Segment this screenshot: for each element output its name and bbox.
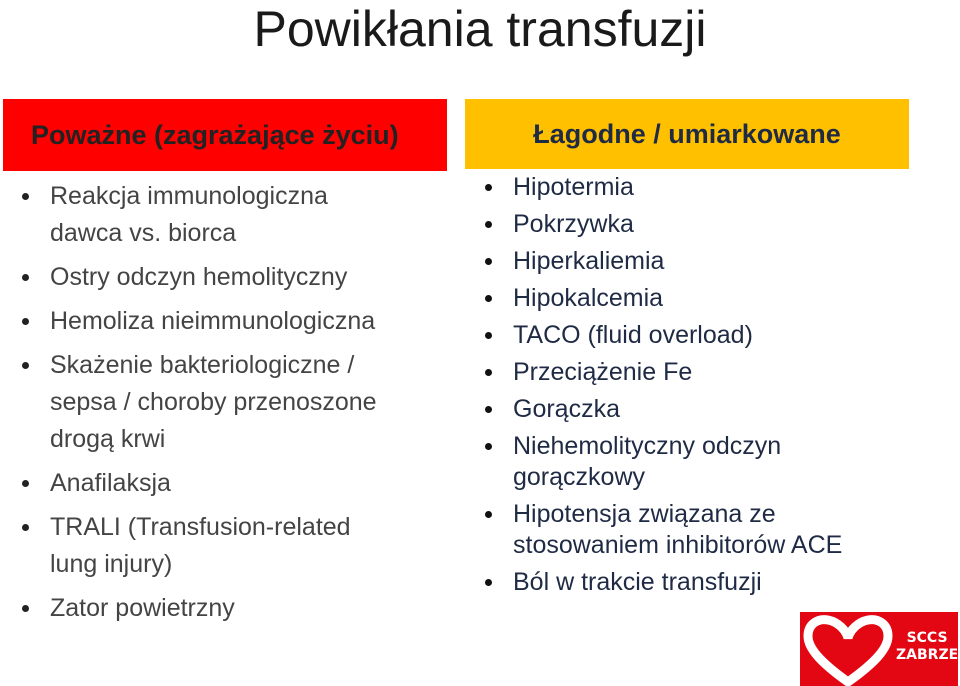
severe-header xyxy=(3,99,447,171)
sccs-logo xyxy=(800,612,958,686)
severe-list xyxy=(12,178,452,634)
list-item: Skażenie bakteriologiczne / sepsa / choroby przenoszone drogą krwi xyxy=(12,347,390,458)
list-item: Hipotermia xyxy=(475,172,955,203)
list-item: Przeciążenie Fe xyxy=(475,357,955,388)
logo-text xyxy=(896,630,958,664)
list-item: TRALI (Transfusion-related lung injury) xyxy=(12,509,400,583)
list-item: Reakcja immunologiczna dawca vs. biorca xyxy=(12,178,370,252)
list-item: Hipotensja związana ze stosowaniem inhibitorów ACE xyxy=(475,499,903,561)
list-item: Gorączka xyxy=(475,394,955,425)
list-item: Zator powietrzny xyxy=(12,590,452,627)
mild-list xyxy=(475,172,955,604)
list-item: Niehemolityczny odczyn gorączkowy xyxy=(475,431,843,493)
list-item: Hipokalcemia xyxy=(475,283,955,314)
list-item: Ostry odczyn hemolityczny xyxy=(12,259,452,296)
logo-line1: SCCS xyxy=(906,630,948,646)
list-item: Hemoliza nieimmunologiczna xyxy=(12,303,452,340)
mild-header xyxy=(465,99,909,169)
list-item: Anafilaksja xyxy=(12,465,452,502)
severe-header-label: Poważne (zagrażające życiu) xyxy=(31,119,399,150)
logo-line2: ZABRZE xyxy=(896,647,958,663)
mild-header-label: Łagodne / umiarkowane xyxy=(533,118,841,149)
list-item: Pokrzywka xyxy=(475,209,955,240)
list-item: TACO (fluid overload) xyxy=(475,320,955,351)
page-title: Powikłania transfuzji xyxy=(253,1,707,57)
list-item: Ból w trakcie transfuzji xyxy=(475,567,955,598)
list-item: Hiperkaliemia xyxy=(475,246,955,277)
